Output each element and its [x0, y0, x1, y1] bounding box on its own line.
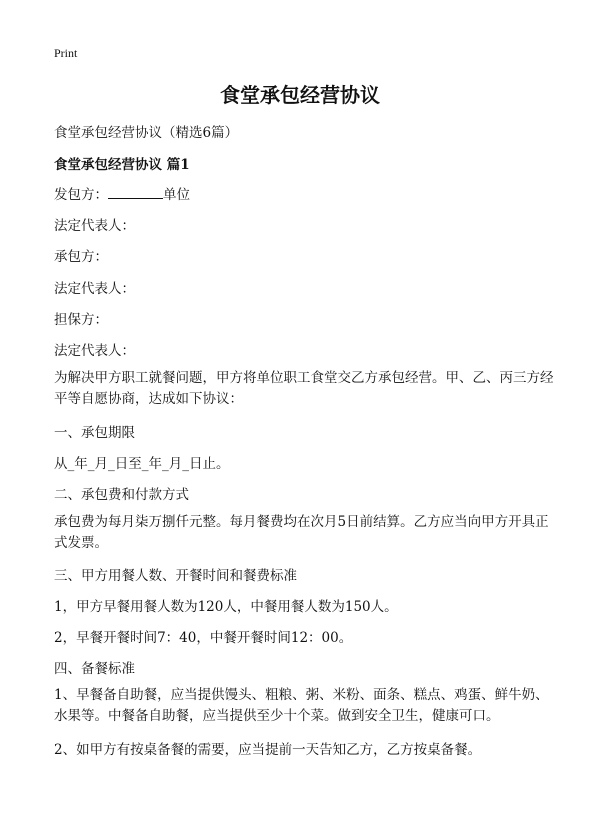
section-4-item-2: 2、如甲方有按桌备餐的需要，应当提前一天告知乙方，乙方按桌备餐。	[54, 742, 482, 758]
section-1-title: 一、承包期限	[54, 425, 135, 441]
guarantor: 担保方：	[54, 312, 108, 328]
party-a-suffix: 单位	[163, 187, 190, 203]
document-subtitle: 食堂承包经营协议（精选6篇）	[54, 125, 239, 141]
document-title: 食堂承包经营协议	[220, 83, 380, 107]
party-a-line	[54, 183, 190, 203]
party-a-blank	[108, 186, 163, 199]
legal-rep-3: 法定代表人：	[54, 343, 135, 359]
section-3-title: 三、甲方用餐人数、开餐时间和餐费标准	[54, 568, 297, 584]
party-b: 承包方：	[54, 249, 108, 265]
section-4-item-1: 1、早餐备自助餐，应当提供馒头、粗粮、粥、米粉、面条、糕点、鸡蛋、鲜牛奶、水果等。中餐备自助餐，应当提供至少十个菜。做到安全卫生，健康可口。	[54, 687, 549, 724]
section-4-title: 四、备餐标准	[54, 661, 135, 677]
section-2-body: 承包费为每月柒万捌仟元整。每月餐费均在次月5日前结算。乙方应当向甲方开具正式发票。	[54, 514, 549, 551]
print-label: Print	[54, 46, 78, 60]
legal-rep-1: 法定代表人：	[54, 218, 135, 234]
section-2-title: 二、承包费和付款方式	[54, 487, 189, 503]
section-3-item-1: 1，甲方早餐用餐人数为120人，中餐用餐人数为150人。	[54, 599, 398, 615]
section-1-body: 从_年_月_日至_年_月_日止。	[54, 456, 230, 472]
party-a-prefix: 发包方：	[54, 187, 108, 203]
section-heading: 食堂承包经营协议 篇1	[54, 157, 190, 173]
intro-paragraph: 为解决甲方职工就餐问题，甲方将单位职工食堂交乙方承包经营。甲、乙、丙三方经平等自愿协商，达成如下协议：	[54, 370, 554, 407]
legal-rep-2: 法定代表人：	[54, 281, 135, 297]
section-3-item-2: 2，早餐开餐时间7：40，中餐开餐时间12：00。	[54, 630, 353, 646]
